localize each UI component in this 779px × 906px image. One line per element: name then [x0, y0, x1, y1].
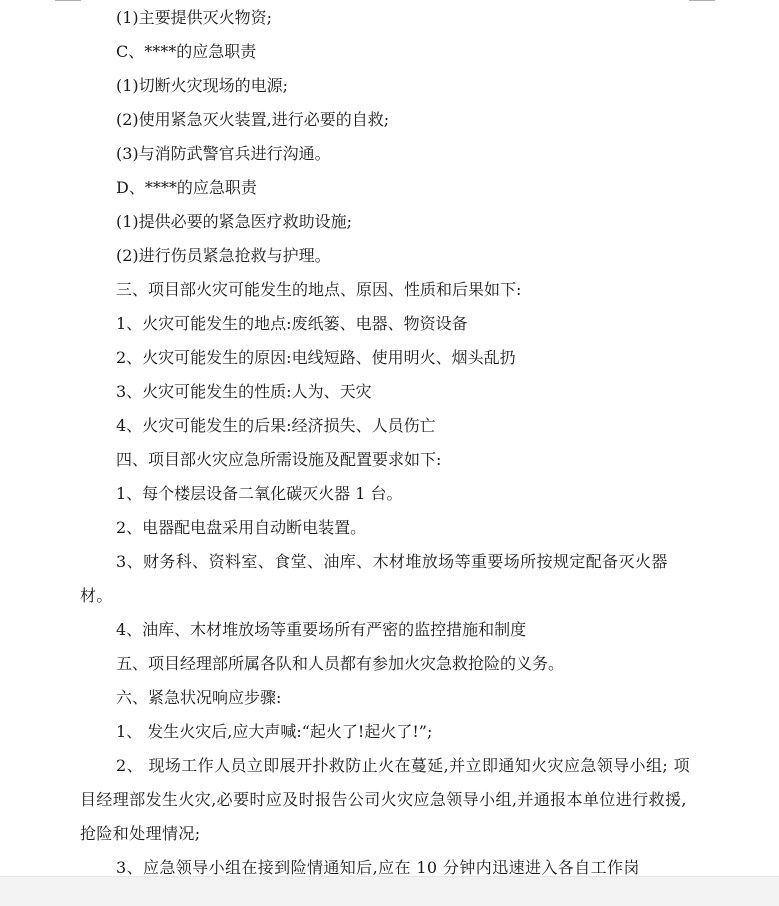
- section-heading: 五、项目经理部所属各队和人员都有参加火灾急救抢险的义务。: [116, 654, 565, 673]
- text-line: C、****的应急职责: [116, 42, 257, 61]
- text-line: 1、火灾可能发生的地点:废纸篓、电器、物资设备: [116, 314, 468, 333]
- section-heading: 六、紧急状况响应步骤:: [116, 688, 282, 707]
- text-paragraph: 3、财务科、资料室、食堂、油库、木材堆放场等重要场所按规定配备灭火器材。: [80, 552, 668, 605]
- section-heading: 三、项目部火灾可能发生的地点、原因、性质和后果如下:: [116, 280, 522, 299]
- text-line: D、****的应急职责: [116, 178, 257, 197]
- text-line: 4、火灾可能发生的后果:经济损失、人员伤亡: [116, 416, 436, 435]
- bottom-scroll-area: [0, 876, 779, 906]
- section-heading: 四、项目部火灾应急所需设施及配置要求如下:: [116, 450, 442, 469]
- text-line: 2、火灾可能发生的原因:电线短路、使用明火、烟头乱扔: [116, 348, 516, 367]
- text-paragraph: 3、应急领导小组在接到险情通知后,应在 10 分钟内迅速进入各自工作岗: [116, 858, 640, 876]
- text-line: 1、每个楼层设备二氧化碳灭火器 1 台。: [116, 484, 403, 503]
- page-corner-mark-left: [55, 0, 81, 1]
- text-line: (2)使用紧急灭火装置,进行必要的自救;: [116, 110, 390, 129]
- text-line: (3)与消防武警官兵进行沟通。: [116, 144, 331, 163]
- text-line: 1、 发生火灾后,应大声喊:“起火了!起火了!”;: [116, 722, 433, 741]
- text-line: (1)主要提供灭火物资;: [116, 8, 273, 27]
- text-line: (1)切断火灾现场的电源;: [116, 76, 289, 95]
- text-line: (2)进行伤员紧急抢救与护理。: [116, 246, 331, 265]
- text-line: (1)提供必要的紧急医疗救助设施;: [116, 212, 353, 231]
- text-paragraph: 2、 现场工作人员立即展开扑救防止火在蔓延,并立即通知火灾应急领导小组; 项目经理部发生火灾,必要时应及时报告公司火灾应急领导小组,并通报本单位进行救援,抢险和处理情况;: [80, 756, 691, 843]
- text-line: 3、火灾可能发生的性质:人为、天灾: [116, 382, 372, 401]
- text-line: 2、电器配电盘采用自动断电装置。: [116, 518, 367, 537]
- document-body: [80, 0, 700, 876]
- text-line: 4、油库、木材堆放场等重要场所有严密的监控措施和制度: [116, 620, 527, 639]
